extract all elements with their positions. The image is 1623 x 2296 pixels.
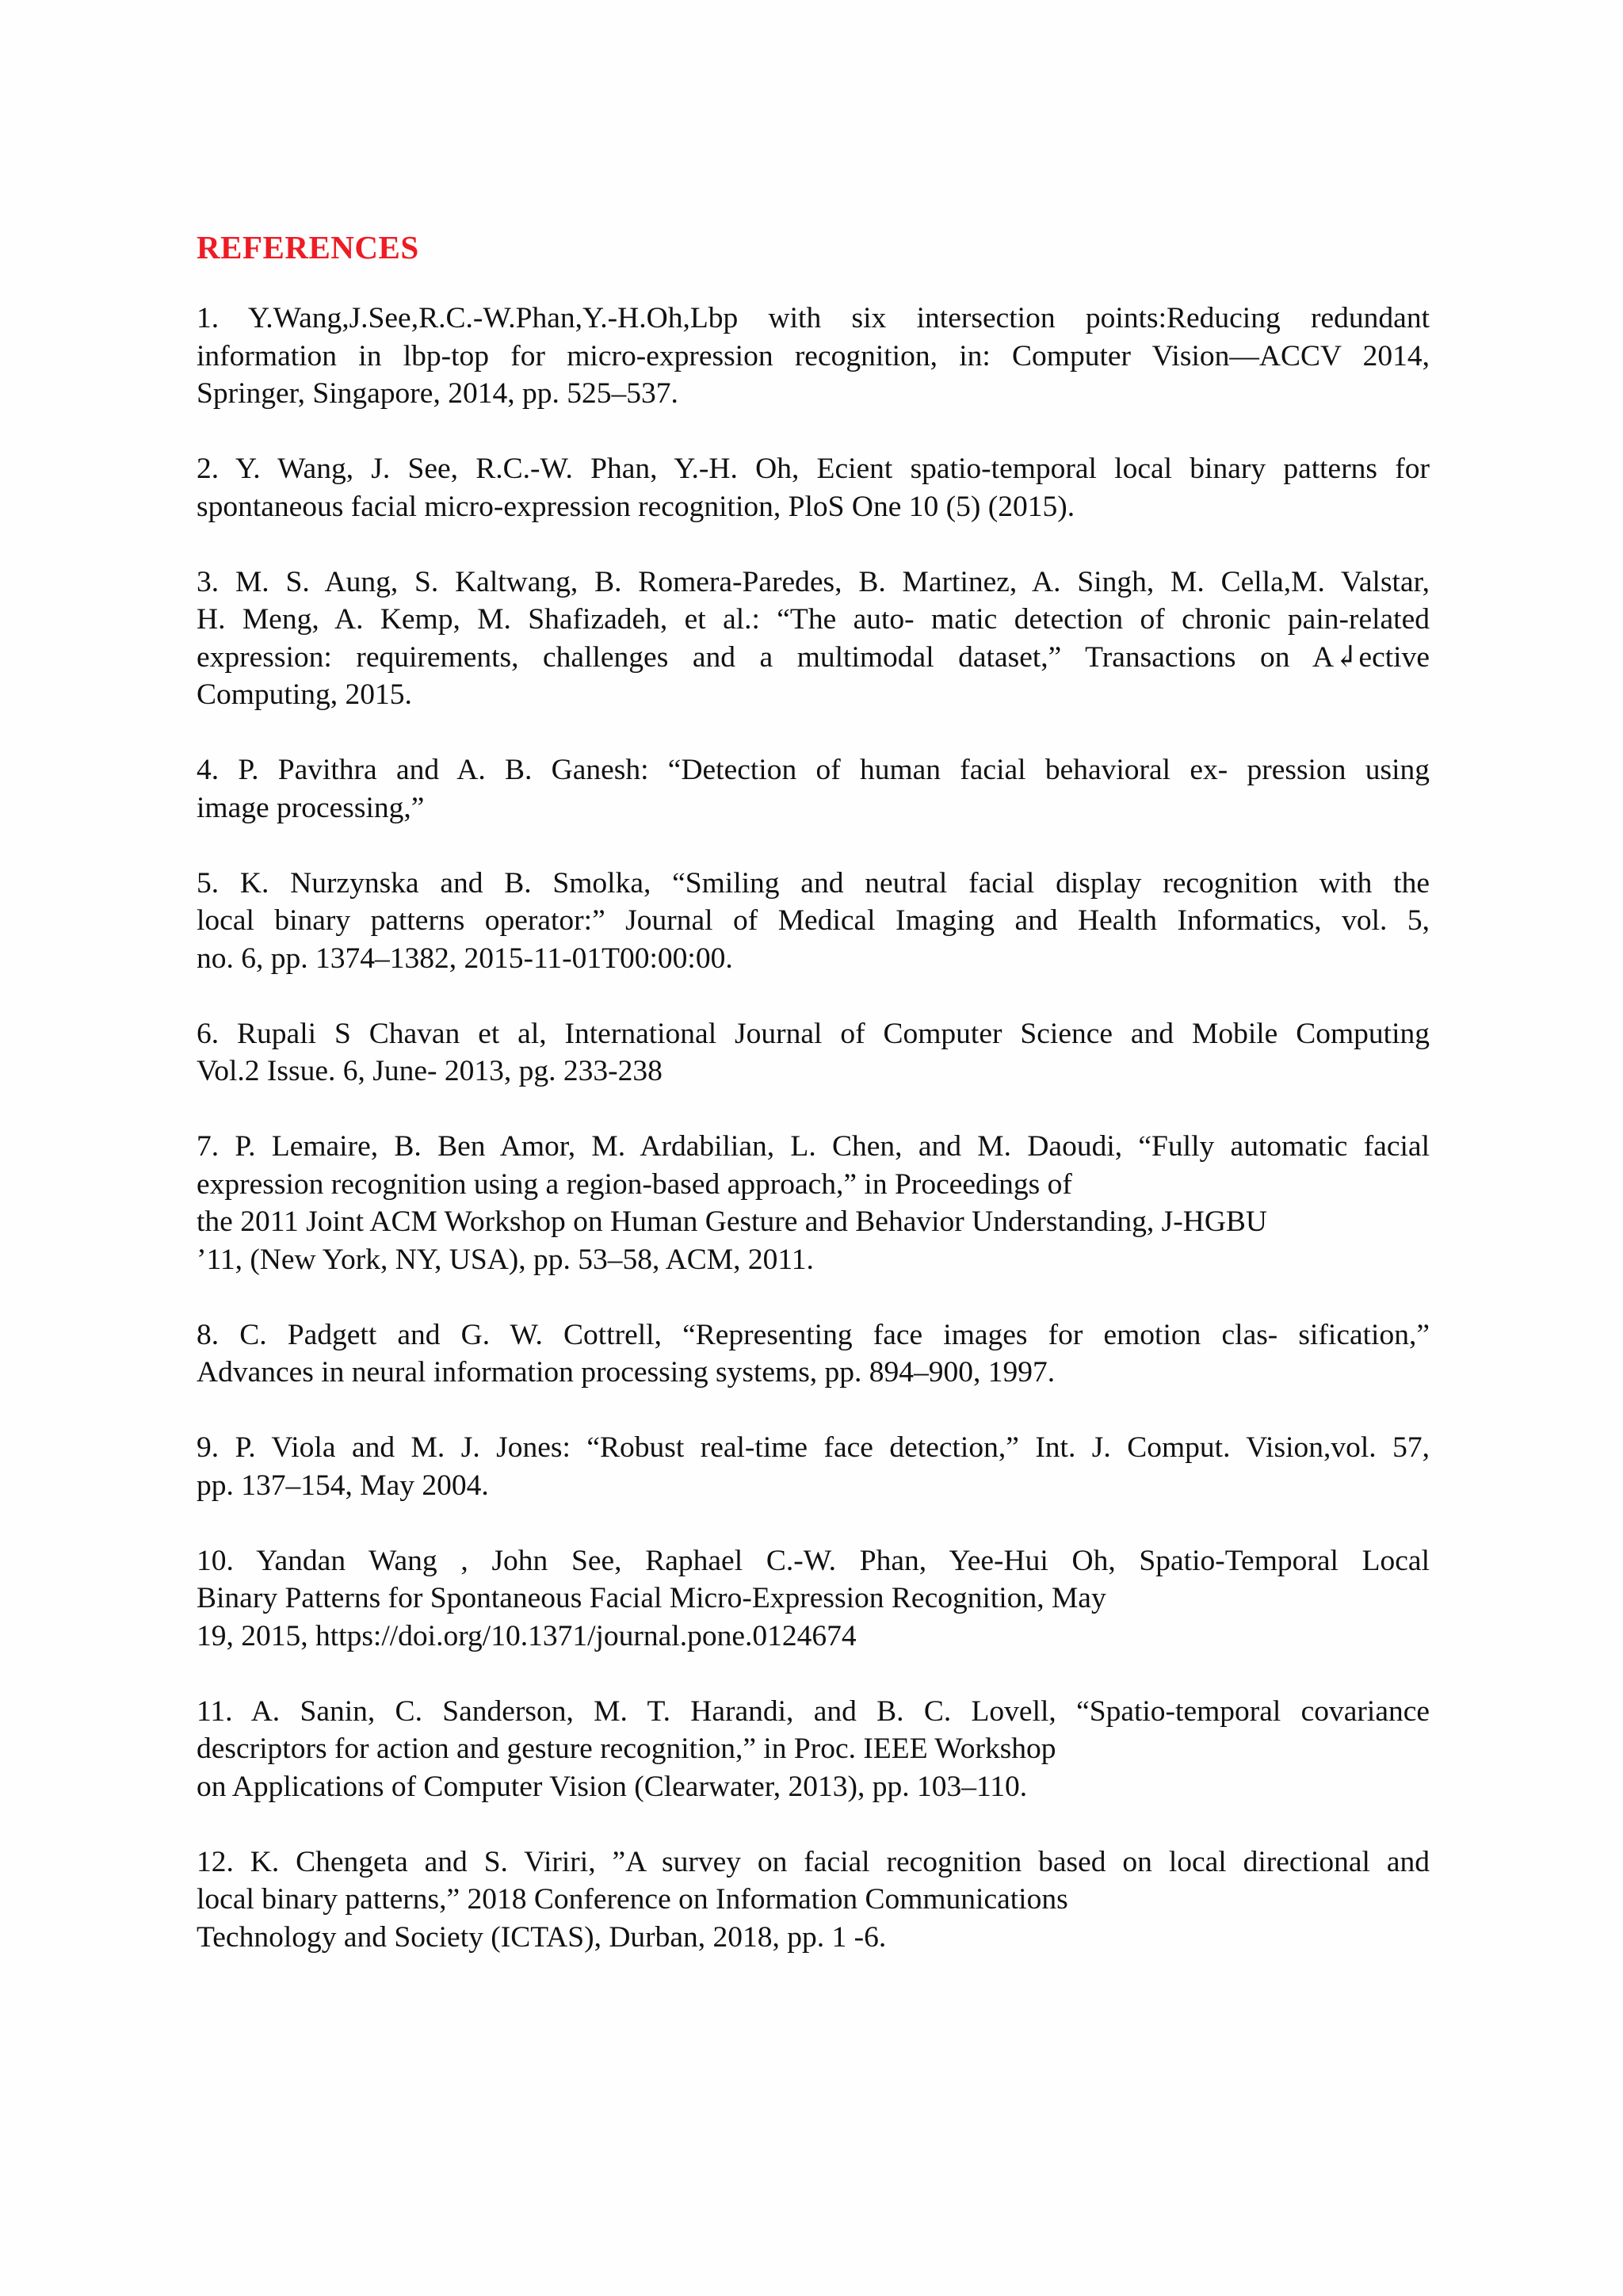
reference-line: 3. M. S. Aung, S. Kaltwang, B. Romera-Paredes, B. Martinez, A. Singh, M. Cella,M. Valstar, bbox=[197, 565, 1430, 598]
reference-line: 9. P. Viola and M. J. Jones: “Robust real-time face detection,” Int. J. Comput. Vision,vol. 57, bbox=[197, 1431, 1430, 1464]
reference-line: spontaneous facial micro-expression recognition, PloS One 10 (5) (2015). bbox=[197, 490, 1075, 523]
reference-item bbox=[197, 1542, 1430, 1656]
reference-line: H. Meng, A. Kemp, M. Shafizadeh, et al.: “The auto- matic detection of chronic pain-related bbox=[197, 603, 1430, 636]
reference-item bbox=[197, 1843, 1430, 1957]
reference-line: 12. K. Chengeta and S. Viriri, ”A survey on facial recognition based on local directional and bbox=[197, 1845, 1430, 1878]
reference-line: local binary patterns operator:” Journal of Medical Imaging and Health Informatics, vol. 5, bbox=[197, 904, 1430, 937]
reference-item bbox=[197, 563, 1430, 714]
reference-item bbox=[197, 1693, 1430, 1806]
reference-line: 11. A. Sanin, C. Sanderson, M. T. Harandi, and B. C. Lovell, “Spatio-temporal covariance bbox=[197, 1694, 1430, 1728]
reference-line: pp. 137–154, May 2004. bbox=[197, 1469, 489, 1502]
reference-line: Advances in neural information processing systems, pp. 894–900, 1997. bbox=[197, 1356, 1056, 1389]
reference-line: 6. Rupali S Chavan et al, International Journal of Computer Science and Mobile Computing bbox=[197, 1017, 1430, 1050]
reference-line: image processing,” bbox=[197, 791, 425, 824]
references-section bbox=[197, 223, 1430, 1956]
reference-line: expression: requirements, challenges and a multimodal dataset,” Transactions on A↲ective bbox=[197, 640, 1430, 674]
reference-line: ’11, (New York, NY, USA), pp. 53–58, ACM, 2011. bbox=[197, 1243, 814, 1276]
reference-line: 1. Y.Wang,J.See,R.C.-W.Phan,Y.-H.Oh,Lbp with six intersection points:Reducing redundant bbox=[197, 302, 1430, 334]
reference-line: Springer, Singapore, 2014, pp. 525–537. bbox=[197, 377, 678, 410]
reference-line: 10. Yandan Wang , John See, Raphael C.-W. Phan, Yee-Hui Oh, Spatio-Temporal Local bbox=[197, 1544, 1430, 1577]
reference-line: 5. K. Nurzynska and B. Smolka, “Smiling and neutral facial display recognition with the bbox=[197, 866, 1430, 900]
reference-line: information in lbp-top for micro-expression recognition, in: Computer Vision—ACCV 2014, bbox=[197, 339, 1430, 372]
reference-line: Computing, 2015. bbox=[197, 678, 412, 711]
reference-item bbox=[197, 450, 1430, 525]
reference-item bbox=[197, 865, 1430, 978]
reference-line: Vol.2 Issue. 6, June- 2013, pg. 233-238 bbox=[197, 1055, 663, 1087]
reference-item bbox=[197, 1316, 1430, 1392]
reference-line: 8. C. Padgett and G. W. Cottrell, “Representing face images for emotion clas- sification,” bbox=[197, 1318, 1430, 1351]
references-heading: REFERENCES bbox=[197, 229, 419, 266]
reference-line: Binary Patterns for Spontaneous Facial Micro-Expression Recognition, May bbox=[197, 1582, 1106, 1614]
reference-item bbox=[197, 1128, 1430, 1278]
reference-item bbox=[197, 1015, 1430, 1091]
reference-line: 4. P. Pavithra and A. B. Ganesh: “Detection of human facial behavioral ex- pression using bbox=[197, 754, 1430, 786]
reference-line: descriptors for action and gesture recognition,” in Proc. IEEE Workshop bbox=[197, 1733, 1056, 1765]
reference-line: local binary patterns,” 2018 Conference on Information Communications bbox=[197, 1883, 1068, 1916]
reference-list bbox=[197, 300, 1430, 1956]
reference-line: 19, 2015, https://doi.org/10.1371/journal.pone.0124674 bbox=[197, 1619, 857, 1652]
reference-item bbox=[197, 1429, 1430, 1504]
reference-item bbox=[197, 300, 1430, 413]
reference-item bbox=[197, 751, 1430, 827]
reference-line: expression recognition using a region-based approach,” in Proceedings of bbox=[197, 1167, 1072, 1201]
reference-line: on Applications of Computer Vision (Clearwater, 2013), pp. 103–110. bbox=[197, 1770, 1028, 1803]
reference-line: no. 6, pp. 1374–1382, 2015-11-01T00:00:00. bbox=[197, 942, 733, 975]
reference-line: Technology and Society (ICTAS), Durban, 2018, pp. 1 -6. bbox=[197, 1920, 887, 1954]
reference-line: 2. Y. Wang, J. See, R.C.-W. Phan, Y.-H. Oh, Ecient spatio-temporal local binary patterns for bbox=[197, 453, 1430, 485]
reference-line: the 2011 Joint ACM Workshop on Human Gesture and Behavior Understanding, J-HGBU bbox=[197, 1205, 1268, 1238]
reference-line: 7. P. Lemaire, B. Ben Amor, M. Ardabilian, L. Chen, and M. Daoudi, “Fully automatic facial bbox=[197, 1130, 1430, 1163]
